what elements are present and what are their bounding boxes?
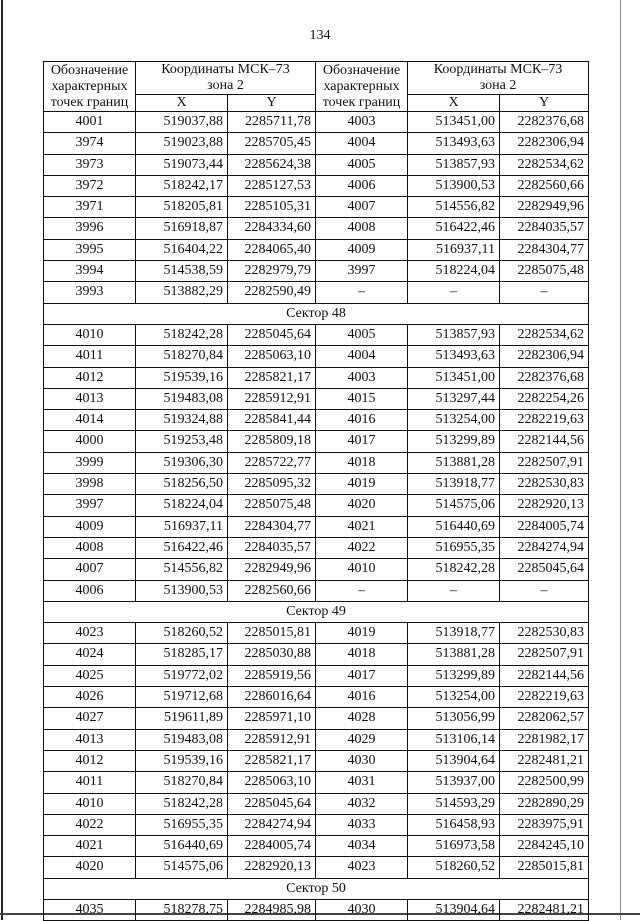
y-right: 2282530,83 — [500, 474, 589, 495]
table-row — [44, 729, 589, 750]
point-id-left: 4026 — [44, 687, 136, 708]
y-left: 2282920,13 — [228, 857, 316, 878]
sector-row — [44, 601, 589, 622]
y-right: 2282144,56 — [500, 665, 589, 686]
x-right: 518242,28 — [408, 559, 500, 580]
y-header-left: Y — [228, 95, 316, 112]
point-id-left: 4025 — [44, 665, 136, 686]
x-left: 519073,44 — [136, 154, 228, 175]
y-left: 2284304,77 — [228, 516, 316, 537]
y-left: 2284334,60 — [228, 218, 316, 239]
table-row — [44, 857, 589, 878]
table-row — [44, 367, 589, 388]
y-right: 2282534,62 — [500, 324, 589, 345]
coords-header-left — [136, 62, 316, 95]
y-left: 2285971,10 — [228, 708, 316, 729]
y-right: 2284274,94 — [500, 537, 589, 558]
table-row — [44, 452, 589, 473]
y-right: 2282534,62 — [500, 154, 589, 175]
table-row — [44, 410, 589, 431]
x-left: 519023,88 — [136, 133, 228, 154]
x-left: 513900,53 — [136, 580, 228, 601]
sector-row — [44, 303, 589, 324]
y-right: 2284304,77 — [500, 239, 589, 260]
scan-edge-right — [620, 0, 621, 920]
point-id-right: 4018 — [316, 644, 408, 665]
point-id-left: 3999 — [44, 452, 136, 473]
point-id-left: 4009 — [44, 516, 136, 537]
point-id-left: 4007 — [44, 559, 136, 580]
point-id-left: 4013 — [44, 729, 136, 750]
x-right: 513254,00 — [408, 687, 500, 708]
point-id-right: 4016 — [316, 410, 408, 431]
y-left: 2285063,10 — [228, 772, 316, 793]
point-id-left: 4013 — [44, 388, 136, 409]
point-id-left: 4008 — [44, 537, 136, 558]
table-row — [44, 474, 589, 495]
point-id-right: 4016 — [316, 687, 408, 708]
x-right: 514593,29 — [408, 793, 500, 814]
y-right: 2285045,64 — [500, 559, 589, 580]
x-right: 513857,93 — [408, 154, 500, 175]
y-right: 2285015,81 — [500, 857, 589, 878]
point-id-right: 4017 — [316, 665, 408, 686]
table-row — [44, 175, 589, 196]
point-id-right: 3997 — [316, 261, 408, 282]
coords-title-line-1: Координаты МСК–73 — [433, 62, 563, 77]
y-right: 2284245,10 — [500, 836, 589, 857]
table-row — [44, 282, 589, 303]
x-right: 513254,00 — [408, 410, 500, 431]
table-row — [44, 559, 589, 580]
point-id-right: 4019 — [316, 623, 408, 644]
x-left: 519306,30 — [136, 452, 228, 473]
y-right: 2281982,17 — [500, 729, 589, 750]
point-id-left: 4000 — [44, 431, 136, 452]
y-left: 2285127,53 — [228, 175, 316, 196]
y-left: 2285912,91 — [228, 388, 316, 409]
y-left: 2285705,45 — [228, 133, 316, 154]
x-right: 516955,35 — [408, 537, 500, 558]
y-right: 2282219,63 — [500, 687, 589, 708]
point-id-right: 4017 — [316, 431, 408, 452]
x-right: 518224,04 — [408, 261, 500, 282]
table-row — [44, 133, 589, 154]
point-id-left: 4006 — [44, 580, 136, 601]
y-right: – — [500, 580, 589, 601]
table-body — [44, 112, 589, 921]
point-id-right: 4033 — [316, 814, 408, 835]
y-left: 2284985,98 — [228, 899, 316, 920]
point-id-right: 4023 — [316, 857, 408, 878]
x-header-right: X — [408, 95, 500, 112]
x-right: 516458,93 — [408, 814, 500, 835]
x-right: 513493,63 — [408, 346, 500, 367]
point-id-right: 4006 — [316, 175, 408, 196]
point-id-right: 4034 — [316, 836, 408, 857]
point-id-right: 4030 — [316, 899, 408, 920]
y-left: 2284065,40 — [228, 239, 316, 260]
x-right: 513451,00 — [408, 367, 500, 388]
table-row — [44, 516, 589, 537]
x-left: 516440,69 — [136, 836, 228, 857]
x-left: 518242,28 — [136, 793, 228, 814]
y-left: 2285919,56 — [228, 665, 316, 686]
point-id-right: 4009 — [316, 239, 408, 260]
y-right: 2282530,83 — [500, 623, 589, 644]
y-left: 2286016,64 — [228, 687, 316, 708]
point-id-right: 4031 — [316, 772, 408, 793]
y-right: 2282144,56 — [500, 431, 589, 452]
point-id-right: 4020 — [316, 495, 408, 516]
y-right: 2282890,29 — [500, 793, 589, 814]
point-id-right: 4008 — [316, 218, 408, 239]
point-id-right: 4029 — [316, 729, 408, 750]
table-row — [44, 537, 589, 558]
x-right: 514575,06 — [408, 495, 500, 516]
x-left: 518242,28 — [136, 324, 228, 345]
sector-label: Сектор 49 — [44, 601, 589, 622]
y-right: 2282481,21 — [500, 750, 589, 771]
designation-header-right — [316, 62, 408, 112]
y-left: 2282590,49 — [228, 282, 316, 303]
point-id-left: 4021 — [44, 836, 136, 857]
table-row — [44, 814, 589, 835]
y-right: 2284005,74 — [500, 516, 589, 537]
designation-line-2: характерных — [323, 78, 400, 94]
designation-line-3: точек границ — [322, 94, 401, 110]
x-right: 513904,64 — [408, 750, 500, 771]
table-row — [44, 197, 589, 218]
x-right: 513918,77 — [408, 474, 500, 495]
y-right: 2282376,68 — [500, 112, 589, 133]
point-id-right: 4018 — [316, 452, 408, 473]
y-right: 2282920,13 — [500, 495, 589, 516]
y-right: 2282376,68 — [500, 367, 589, 388]
table-row — [44, 836, 589, 857]
page-number: 134 — [309, 28, 331, 43]
point-id-left: 3993 — [44, 282, 136, 303]
point-id-left: 4014 — [44, 410, 136, 431]
table-row — [44, 388, 589, 409]
y-right: 2282560,66 — [500, 175, 589, 196]
y-right: 2282062,57 — [500, 708, 589, 729]
point-id-left: 4020 — [44, 857, 136, 878]
table-row — [44, 665, 589, 686]
table-row — [44, 154, 589, 175]
point-id-right: 4005 — [316, 324, 408, 345]
table-row — [44, 793, 589, 814]
x-left: 519539,16 — [136, 750, 228, 771]
table-row — [44, 218, 589, 239]
x-left: 519483,08 — [136, 388, 228, 409]
designation-header-left — [44, 62, 136, 112]
y-left: 2285912,91 — [228, 729, 316, 750]
x-right: 513451,00 — [408, 112, 500, 133]
x-right: 513904,64 — [408, 899, 500, 920]
x-left: 519611,89 — [136, 708, 228, 729]
x-left: 518205,81 — [136, 197, 228, 218]
y-left: 2285095,32 — [228, 474, 316, 495]
y-left: 2282979,79 — [228, 261, 316, 282]
y-right: 2282306,94 — [500, 346, 589, 367]
table-row — [44, 623, 589, 644]
point-id-right: 4022 — [316, 537, 408, 558]
point-id-left: 4022 — [44, 814, 136, 835]
x-right: – — [408, 580, 500, 601]
x-left: 516422,46 — [136, 537, 228, 558]
y-left: 2285711,78 — [228, 112, 316, 133]
coords-header-right — [408, 62, 589, 95]
x-left: 519712,68 — [136, 687, 228, 708]
point-id-left: 3973 — [44, 154, 136, 175]
x-left: 516918,87 — [136, 218, 228, 239]
point-id-left: 3997 — [44, 495, 136, 516]
x-right: 513900,53 — [408, 175, 500, 196]
x-left: 519483,08 — [136, 729, 228, 750]
point-id-right: 4007 — [316, 197, 408, 218]
x-right: 513857,93 — [408, 324, 500, 345]
point-id-left: 4024 — [44, 644, 136, 665]
y-left: 2285030,88 — [228, 644, 316, 665]
table-row — [44, 750, 589, 771]
x-left: 516955,35 — [136, 814, 228, 835]
x-left: 519539,16 — [136, 367, 228, 388]
x-right: 513106,14 — [408, 729, 500, 750]
y-right: 2282507,91 — [500, 644, 589, 665]
x-left: 519772,02 — [136, 665, 228, 686]
x-right: – — [408, 282, 500, 303]
x-left: 518260,52 — [136, 623, 228, 644]
point-id-left: 4027 — [44, 708, 136, 729]
y-left: 2285105,31 — [228, 197, 316, 218]
point-id-left: 4023 — [44, 623, 136, 644]
table-row — [44, 431, 589, 452]
x-left: 518270,84 — [136, 772, 228, 793]
y-right: 2282219,63 — [500, 410, 589, 431]
table-row — [44, 687, 589, 708]
y-left: 2284005,74 — [228, 836, 316, 857]
y-left: 2285841,44 — [228, 410, 316, 431]
x-header-left: X — [136, 95, 228, 112]
coordinates-table — [43, 61, 589, 921]
point-id-left: 3974 — [44, 133, 136, 154]
y-right: 2282254,26 — [500, 388, 589, 409]
y-right: 2282507,91 — [500, 452, 589, 473]
point-id-left: 3998 — [44, 474, 136, 495]
y-right: 2285075,48 — [500, 261, 589, 282]
y-left: 2285045,64 — [228, 793, 316, 814]
scan-edge-left — [1, 0, 3, 920]
point-id-left: 4010 — [44, 324, 136, 345]
y-right: 2282949,96 — [500, 197, 589, 218]
x-left: 514556,82 — [136, 559, 228, 580]
point-id-right: – — [316, 580, 408, 601]
x-right: 513881,28 — [408, 452, 500, 473]
point-id-left: 4011 — [44, 772, 136, 793]
table-row — [44, 495, 589, 516]
y-right: 2283975,91 — [500, 814, 589, 835]
x-right: 513297,44 — [408, 388, 500, 409]
x-right: 513918,77 — [408, 623, 500, 644]
sector-label: Сектор 50 — [44, 878, 589, 899]
point-id-left: 4012 — [44, 750, 136, 771]
point-id-left: 3995 — [44, 239, 136, 260]
point-id-right: 4005 — [316, 154, 408, 175]
table-header — [44, 62, 589, 112]
x-right: 514556,82 — [408, 197, 500, 218]
point-id-left: 3994 — [44, 261, 136, 282]
point-id-right: – — [316, 282, 408, 303]
y-left: 2284035,57 — [228, 537, 316, 558]
x-left: 518242,17 — [136, 175, 228, 196]
x-left: 518256,50 — [136, 474, 228, 495]
x-left: 518270,84 — [136, 346, 228, 367]
y-header-right: Y — [500, 95, 589, 112]
y-right: – — [500, 282, 589, 303]
y-right: 2282481,21 — [500, 899, 589, 920]
point-id-right: 4004 — [316, 346, 408, 367]
point-id-right: 4003 — [316, 367, 408, 388]
table-row — [44, 346, 589, 367]
x-left: 514575,06 — [136, 857, 228, 878]
x-right: 513881,28 — [408, 644, 500, 665]
coords-title-line-2: зона 2 — [207, 78, 244, 93]
y-left: 2285045,64 — [228, 324, 316, 345]
x-left: 516404,22 — [136, 239, 228, 260]
y-left: 2285821,17 — [228, 750, 316, 771]
table-row — [44, 261, 589, 282]
designation-line-2: характерных — [51, 78, 128, 94]
y-left: 2285075,48 — [228, 495, 316, 516]
y-right: 2284035,57 — [500, 218, 589, 239]
x-right: 516973,58 — [408, 836, 500, 857]
designation-line-1: Обозначение — [322, 62, 401, 78]
point-id-right: 4028 — [316, 708, 408, 729]
point-id-left: 3972 — [44, 175, 136, 196]
y-right: 2282306,94 — [500, 133, 589, 154]
y-left: 2285015,81 — [228, 623, 316, 644]
x-right: 513056,99 — [408, 708, 500, 729]
y-left: 2285624,38 — [228, 154, 316, 175]
y-left: 2285722,77 — [228, 452, 316, 473]
point-id-right: 4003 — [316, 112, 408, 133]
point-id-right: 4015 — [316, 388, 408, 409]
point-id-right: 4021 — [316, 516, 408, 537]
point-id-right: 4004 — [316, 133, 408, 154]
point-id-left: 4035 — [44, 899, 136, 920]
point-id-right: 4019 — [316, 474, 408, 495]
coords-title-line-1: Координаты МСК–73 — [161, 62, 290, 77]
table-row — [44, 644, 589, 665]
table-row — [44, 324, 589, 345]
y-right: 2282500,99 — [500, 772, 589, 793]
sector-label: Сектор 48 — [44, 303, 589, 324]
x-right: 513937,00 — [408, 772, 500, 793]
x-right: 516937,11 — [408, 239, 500, 260]
x-left: 518224,04 — [136, 495, 228, 516]
point-id-right: 4010 — [316, 559, 408, 580]
x-left: 519253,48 — [136, 431, 228, 452]
point-id-left: 4001 — [44, 112, 136, 133]
coords-title-line-2: зона 2 — [479, 78, 517, 93]
point-id-left: 3996 — [44, 218, 136, 239]
x-right: 516440,69 — [408, 516, 500, 537]
x-left: 518278,75 — [136, 899, 228, 920]
designation-line-3: точек границ — [50, 94, 129, 110]
x-right: 516422,46 — [408, 218, 500, 239]
x-left: 518285,17 — [136, 644, 228, 665]
table-row — [44, 112, 589, 133]
point-id-left: 4010 — [44, 793, 136, 814]
x-left: 519037,88 — [136, 112, 228, 133]
x-right: 513299,89 — [408, 431, 500, 452]
y-left: 2285063,10 — [228, 346, 316, 367]
x-right: 518260,52 — [408, 857, 500, 878]
x-right: 513493,63 — [408, 133, 500, 154]
point-id-left: 4012 — [44, 367, 136, 388]
y-left: 2282560,66 — [228, 580, 316, 601]
x-left: 514538,59 — [136, 261, 228, 282]
x-left: 516937,11 — [136, 516, 228, 537]
x-left: 519324,88 — [136, 410, 228, 431]
y-left: 2285821,17 — [228, 367, 316, 388]
table-row — [44, 899, 589, 920]
y-left: 2282949,96 — [228, 559, 316, 580]
y-left: 2284274,94 — [228, 814, 316, 835]
x-left: 513882,29 — [136, 282, 228, 303]
table-row — [44, 708, 589, 729]
point-id-left: 4011 — [44, 346, 136, 367]
x-right: 513299,89 — [408, 665, 500, 686]
point-id-left: 3971 — [44, 197, 136, 218]
sector-row — [44, 878, 589, 899]
table-row — [44, 580, 589, 601]
table-row — [44, 772, 589, 793]
y-left: 2285809,18 — [228, 431, 316, 452]
point-id-right: 4030 — [316, 750, 408, 771]
designation-line-1: Обозначение — [50, 62, 129, 78]
table-row — [44, 239, 589, 260]
point-id-right: 4032 — [316, 793, 408, 814]
